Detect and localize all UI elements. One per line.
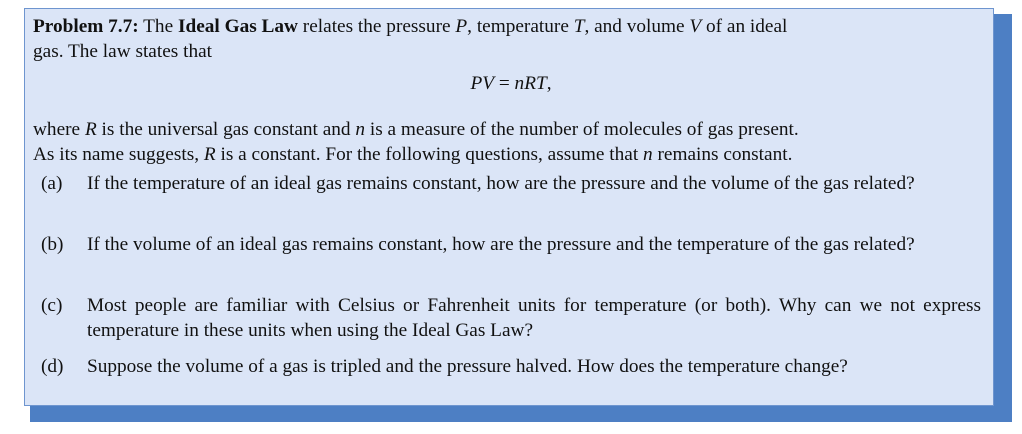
intro-text: of an ideal [706,16,788,37]
def-text: is a measure of the number of molecules of gas present. [369,119,799,140]
eq-lhs: PV [470,73,495,94]
question-text: Suppose the volume of a gas is tripled and the pressure halved. How does the temperature change? [87,356,848,377]
law-name: Ideal Gas Law [177,16,298,37]
assume-text: is a constant. For the following questions, assume that [220,144,639,165]
question-label: (c) [41,295,63,316]
eq-n: n [514,73,525,94]
question-text: If the volume of an ideal gas remains constant, how are the pressure and the temperature of the gas related? [87,234,915,255]
eq-rt: RT [524,73,547,94]
question-label: (a) [41,173,63,194]
assume-text: remains constant. [657,144,793,165]
def-text: where [33,119,81,140]
equation [25,71,993,96]
problem-intro-line [33,14,787,39]
question-label: (d) [41,356,64,377]
eq-comma: , [546,73,552,94]
intro-text: , and volume [584,16,685,37]
var-p: P [455,16,468,37]
eq-equals: = [494,73,515,94]
var-r: R [203,144,216,165]
intro-line-2: gas. The law states that [33,41,213,62]
question-label: (b) [41,234,64,255]
intro-text: The [143,16,174,37]
definition-line [33,117,799,142]
assumption-line [33,142,792,167]
def-text: is the universal gas constant and [101,119,351,140]
var-t: T [573,16,585,37]
problem-label: Problem 7.7: [33,16,139,37]
intro-text: relates the pressure [302,16,451,37]
var-r: R [84,119,97,140]
var-v: V [689,16,702,37]
question-text: If the temperature of an ideal gas remains constant, how are the pressure and the volume of the gas related? [87,173,915,194]
var-n: n [355,119,366,140]
assume-text: As its name suggests, [33,144,200,165]
intro-text: , temperature [467,16,569,37]
problem-box [24,8,994,406]
question-text: Most people are familiar with Celsius or Fahrenheit units for temperature (or both). Why can we not express temperature in these units when using the Ideal Gas Law? [87,295,981,341]
var-n: n [643,144,653,165]
